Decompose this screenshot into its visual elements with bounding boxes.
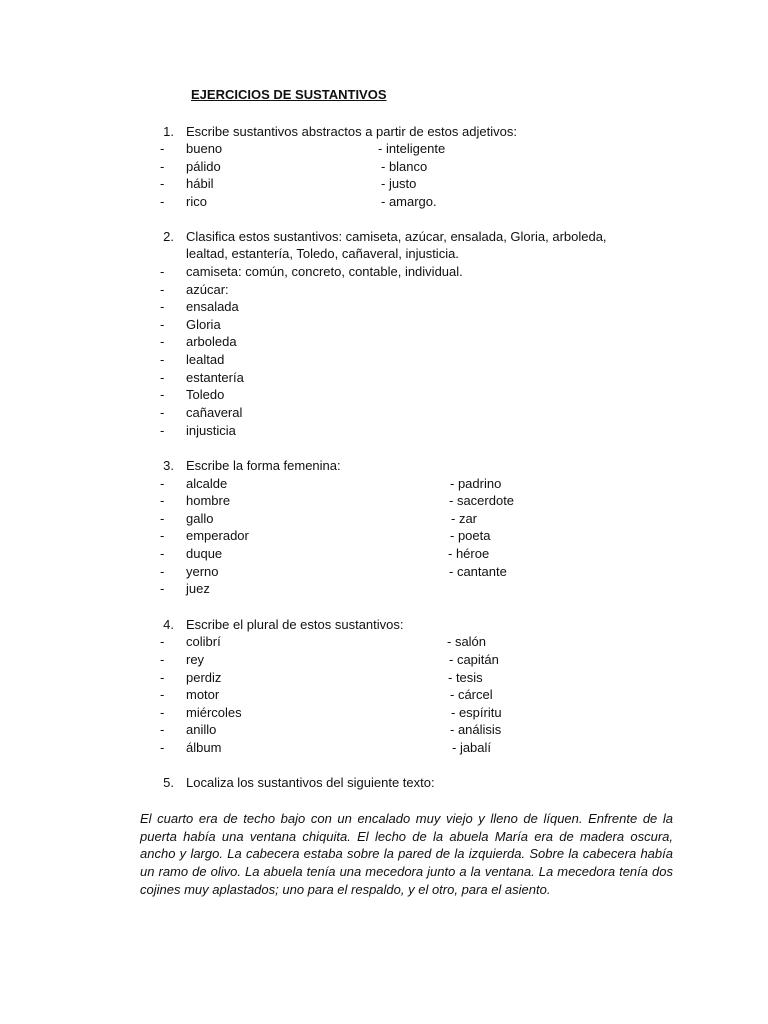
list-bullet: -	[160, 423, 165, 438]
list-bullet: -	[160, 159, 165, 174]
list-item: azúcar:	[186, 282, 229, 297]
list-item: - jabalí	[452, 740, 492, 755]
exercise-heading: Clasifica estos sustantivos: camiseta, azúcar, ensalada, Gloria, arboleda,	[186, 229, 607, 244]
exercise-heading: Localiza los sustantivos del siguiente texto:	[186, 775, 435, 790]
list-bullet: -	[160, 564, 165, 579]
list-item: colibrí	[186, 634, 221, 649]
list-item: - cantante	[449, 564, 507, 579]
list-item: estantería	[186, 370, 244, 385]
exercise-number: 5.	[163, 775, 174, 790]
list-item: arboleda	[186, 334, 237, 349]
list-item: motor	[186, 687, 220, 702]
exercise-number: 1.	[163, 124, 174, 139]
list-bullet: -	[160, 581, 165, 596]
list-item: duque	[186, 546, 223, 561]
list-item: - tesis	[448, 670, 483, 685]
list-item: - espíritu	[451, 705, 502, 720]
list-item: - padrino	[450, 476, 502, 491]
list-item: - poeta	[450, 528, 491, 543]
list-bullet: -	[160, 476, 165, 491]
list-item: - salón	[447, 634, 487, 649]
list-bullet: -	[160, 370, 165, 385]
list-bullet: -	[160, 282, 165, 297]
exercise-heading: Escribe sustantivos abstractos a partir de estos adjetivos:	[186, 124, 517, 139]
list-item: lealtad	[186, 352, 225, 367]
list-bullet: -	[160, 634, 165, 649]
list-item: - capitán	[449, 652, 499, 667]
list-bullet: -	[160, 493, 165, 508]
list-item: bueno	[186, 141, 223, 156]
list-bullet: -	[160, 705, 165, 720]
list-item: - héroe	[448, 546, 490, 561]
list-item: yerno	[186, 564, 219, 579]
list-bullet: -	[160, 194, 165, 209]
list-item: alcalde	[186, 476, 228, 491]
list-item: - análisis	[450, 722, 502, 737]
exercise-heading: Escribe la forma femenina:	[186, 458, 341, 473]
list-bullet: -	[160, 405, 165, 420]
list-item: injusticia	[186, 423, 236, 438]
list-bullet: -	[160, 511, 165, 526]
list-bullet: -	[160, 670, 165, 685]
list-item: Gloria	[186, 317, 221, 332]
list-item: cañaveral	[186, 405, 243, 420]
list-item: - inteligente	[378, 141, 446, 156]
list-item: pálido	[186, 159, 221, 174]
list-item: - justo	[381, 176, 417, 191]
list-item: rico	[186, 194, 207, 209]
exercise-number: 2.	[163, 229, 174, 244]
exercise-number: 3.	[163, 458, 174, 473]
list-bullet: -	[160, 740, 165, 755]
list-item: Toledo	[186, 387, 225, 402]
list-bullet: -	[160, 722, 165, 737]
list-bullet: -	[160, 176, 165, 191]
list-item: - amargo.	[381, 194, 437, 209]
list-bullet: -	[160, 299, 165, 314]
list-item: perdiz	[186, 670, 222, 685]
exercise-text-paragraph: El cuarto era de techo bajo con un encalado muy viejo y lleno de líquen. Enfrente de la puerta había una ventana chiquita. El lecho de la abuela María era de madera oscura, ancho y largo. La cabecera estaba sobre la pared de la izquierda. Sobre la cabecera había un ramo de olivo. La abuela tenía una mecedora junto a la ventana. La mecedora tenía dos cojines muy aplastados; uno para el respaldo, y el otro, para el asiento.	[140, 811, 673, 897]
list-bullet: -	[160, 687, 165, 702]
list-bullet: -	[160, 352, 165, 367]
exercise-heading: Escribe el plural de estos sustantivos:	[186, 617, 404, 632]
list-bullet: -	[160, 141, 165, 156]
list-bullet: -	[160, 334, 165, 349]
list-item: emperador	[186, 528, 249, 543]
list-bullet: -	[160, 264, 165, 279]
list-item: camiseta: común, concreto, contable, individual.	[186, 264, 463, 279]
list-item: hombre	[186, 493, 231, 508]
list-item: ensalada	[186, 299, 239, 314]
list-bullet: -	[160, 652, 165, 667]
list-item: gallo	[186, 511, 214, 526]
list-item: juez	[186, 581, 210, 596]
list-bullet: -	[160, 387, 165, 402]
list-bullet: -	[160, 528, 165, 543]
list-bullet: -	[160, 546, 165, 561]
page-title: EJERCICIOS DE SUSTANTIVOS	[191, 87, 387, 102]
list-item: anillo	[186, 722, 217, 737]
list-item: álbum	[186, 740, 222, 755]
list-item: - zar	[451, 511, 477, 526]
list-item: miércoles	[186, 705, 242, 720]
list-item: - sacerdote	[449, 493, 515, 508]
exercise-number: 4.	[163, 617, 174, 632]
list-item: - blanco	[381, 159, 428, 174]
list-bullet: -	[160, 317, 165, 332]
exercise-heading-continued: lealtad, estantería, Toledo, cañaveral, injusticia.	[186, 246, 459, 261]
list-item: - cárcel	[450, 687, 493, 702]
list-item: rey	[186, 652, 205, 667]
list-item: hábil	[186, 176, 214, 191]
